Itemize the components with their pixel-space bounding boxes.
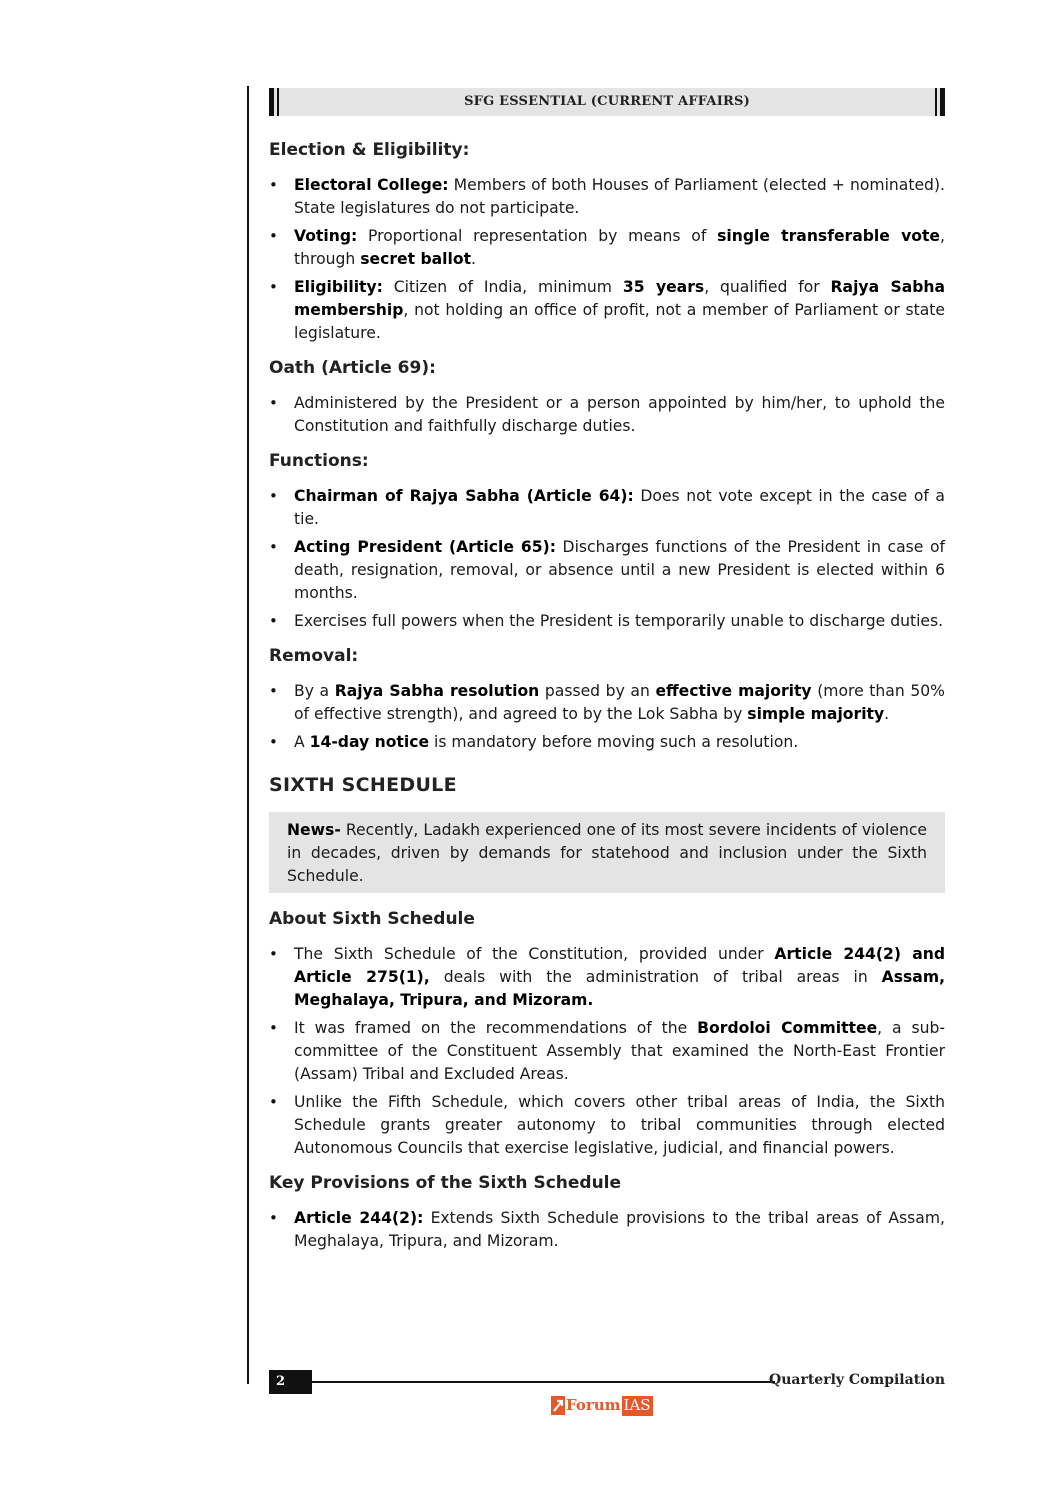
footer-rule <box>312 1381 775 1383</box>
list-item: • It was framed on the recommendations of the Bordoloi Committee, a sub-committee of the Constituent Assembly that examined the North-East Frontier (Assam) Tribal and Excluded Areas. <box>269 1017 945 1086</box>
bullet-list <box>269 174 945 345</box>
margin-rule <box>247 86 249 1384</box>
forumias-logo <box>551 1396 653 1416</box>
list-item: • A 14-day notice is mandatory before moving such a resolution. <box>269 731 945 754</box>
logo-forum-text: Forum <box>566 1396 621 1414</box>
page-content <box>269 140 945 1258</box>
news-label: News- <box>287 821 341 839</box>
bullet-list <box>269 943 945 1160</box>
running-header <box>269 88 945 116</box>
footer-label: Quarterly Compilation <box>769 1372 945 1388</box>
list-item: • Electoral College: Members of both Houses of Parliament (elected + nominated). State legislatures do not participate. <box>269 174 945 220</box>
section-heading: Oath (Article 69): <box>269 358 436 378</box>
list-item: • By a Rajya Sabha resolution passed by an effective majority (more than 50% of effective strength), and agreed to by the Lok Sabha by simple majority. <box>269 680 945 726</box>
list-item: • The Sixth Schedule of the Constitution, provided under Article 244(2) and Article 275(1), deals with the administration of tribal areas in Assam, Meghalaya, Tripura, and Mizoram. <box>269 943 945 1012</box>
list-item: • Acting President (Article 65): Discharges functions of the President in case of death, resignation, removal, or absence until a new President is elected within 6 months. <box>269 536 945 605</box>
list-item: • Voting: Proportional representation by means of single transferable vote, through secret ballot. <box>269 225 945 271</box>
news-text: Recently, Ladakh experienced one of its most severe incidents of violence in decades, driven by demands for statehood and inclusion under the Sixth Schedule. <box>287 821 927 885</box>
bullet-list <box>269 680 945 754</box>
list-item: • Exercises full powers when the President is temporarily unable to discharge duties. <box>269 610 945 633</box>
page-number: 2 <box>269 1370 312 1394</box>
bullet-list <box>269 392 945 438</box>
list-item: • Unlike the Fifth Schedule, which covers other tribal areas of India, the Sixth Schedule grants greater autonomy to tribal communities through elected Autonomous Councils that exercise legislative, judicial, and financial powers. <box>269 1091 945 1160</box>
section-heading: Key Provisions of the Sixth Schedule <box>269 1173 622 1193</box>
logo-ias-text: IAS <box>623 1396 651 1414</box>
list-item: • Chairman of Rajya Sabha (Article 64): Does not vote except in the case of a tie. <box>269 485 945 531</box>
section-heading: Functions: <box>269 451 369 471</box>
arrow-icon <box>551 1396 565 1415</box>
list-item: • Article 244(2): Extends Sixth Schedule provisions to the tribal areas of Assam, Meghalaya, Tripura, and Mizoram. <box>269 1207 945 1253</box>
bullet-list <box>269 485 945 633</box>
news-box <box>269 812 945 893</box>
main-section-heading: SIXTH SCHEDULE <box>269 774 457 796</box>
list-item: • Administered by the President or a person appointed by him/her, to uphold the Constitution and faithfully discharge duties. <box>269 392 945 438</box>
section-heading: Election & Eligibility: <box>269 140 470 160</box>
section-heading: About Sixth Schedule <box>269 909 475 929</box>
section-heading: Removal: <box>269 646 359 666</box>
bullet-list <box>269 1207 945 1253</box>
header-title: SFG ESSENTIAL (CURRENT AFFAIRS) <box>464 94 750 109</box>
list-item: • Eligibility: Citizen of India, minimum 35 years, qualified for Rajya Sabha membership, not holding an office of profit, not a member of Parliament or state legislature. <box>269 276 945 345</box>
header-bars-right <box>931 88 945 116</box>
page-footer <box>269 1370 945 1394</box>
